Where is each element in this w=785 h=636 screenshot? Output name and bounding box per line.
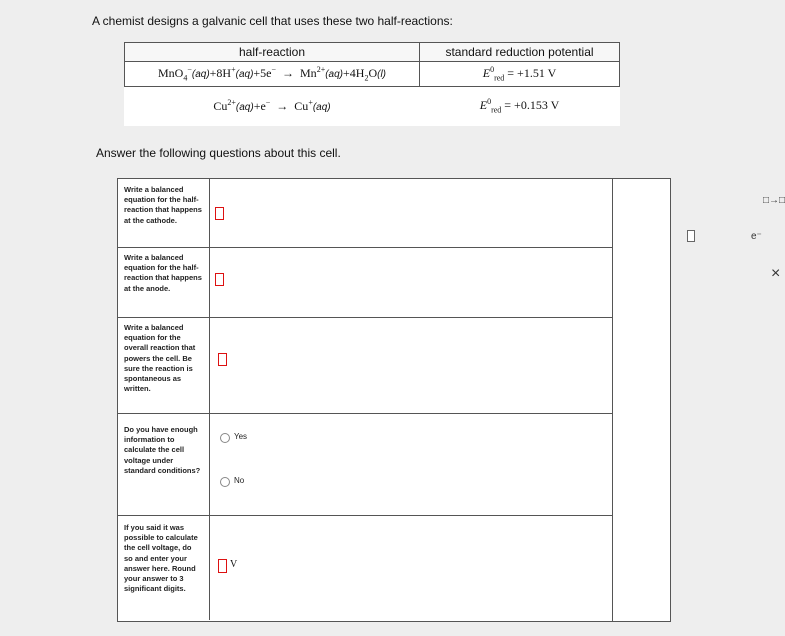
yes-radio[interactable] <box>220 433 230 443</box>
question-prompt: A chemist designs a galvanic cell that uses these two half-reactions: <box>92 14 453 28</box>
column-divider <box>209 413 210 515</box>
column-divider <box>209 247 210 317</box>
voltage-answer-input[interactable] <box>218 559 227 573</box>
no-radio[interactable] <box>220 477 230 487</box>
half-reaction-cu: $Cu^{2+}(aq)+e^- \to Cu^+(aq)$ <box>125 87 420 126</box>
question-cathode-label: Write a balanced equation for the half-reaction that happens at the cathode. <box>124 185 202 225</box>
question-row-cathode <box>118 179 612 248</box>
yes-label: Yes <box>234 432 248 441</box>
column-divider <box>209 317 210 413</box>
col-half-reaction-header: half-reaction <box>125 43 420 62</box>
question-row-enough-info <box>118 413 612 516</box>
reaction-arrow-tool[interactable]: □→□ <box>763 195 785 206</box>
cathode-answer-input[interactable] <box>215 207 224 220</box>
anode-answer-input[interactable] <box>215 273 224 286</box>
col-potential-header: standard reduction potential <box>420 43 620 62</box>
question-anode-label: Write a balanced equation for the half-reaction that happens at the anode. <box>124 253 202 293</box>
column-divider <box>209 515 210 620</box>
question-row-voltage <box>118 515 612 620</box>
column-divider <box>209 179 210 247</box>
half-reaction-mno4: $MnO_4^-(aq)+8H^+(aq)+5e^- \to Mn^{2+}(aq)+4H_2O(l)$ <box>125 62 420 87</box>
question-voltage-label: If you said it was possible to calculate the cell voltage, do so and enter your answer here. Round your answer to 3 significant digits. <box>124 523 198 594</box>
question-overall-label: Write a balanced equation for the overall reaction that powers the cell. Be sure the reaction is spontaneous as written. <box>124 323 196 394</box>
cut-off-box <box>687 230 695 242</box>
no-label: No <box>234 476 245 485</box>
question-row-overall <box>118 317 612 414</box>
tools-column <box>612 179 785 621</box>
voltage-unit: V <box>230 559 238 570</box>
answer-instructions: Answer the following questions about this cell. <box>96 146 341 160</box>
question-row-anode <box>118 247 612 318</box>
potential-cu: $E^0_{red} = +0.153$ V <box>420 87 620 126</box>
electron-tool[interactable]: e⁻ <box>751 231 762 242</box>
half-reaction-table <box>124 42 620 126</box>
clear-icon[interactable]: × <box>771 265 781 282</box>
answer-table <box>117 178 785 622</box>
overall-answer-input[interactable] <box>218 353 227 366</box>
question-enough-info-label: Do you have enough information to calculate the cell voltage under standard conditions? <box>124 425 201 475</box>
potential-mno4: $E^0_{red} = +1.51$ V <box>420 62 620 87</box>
